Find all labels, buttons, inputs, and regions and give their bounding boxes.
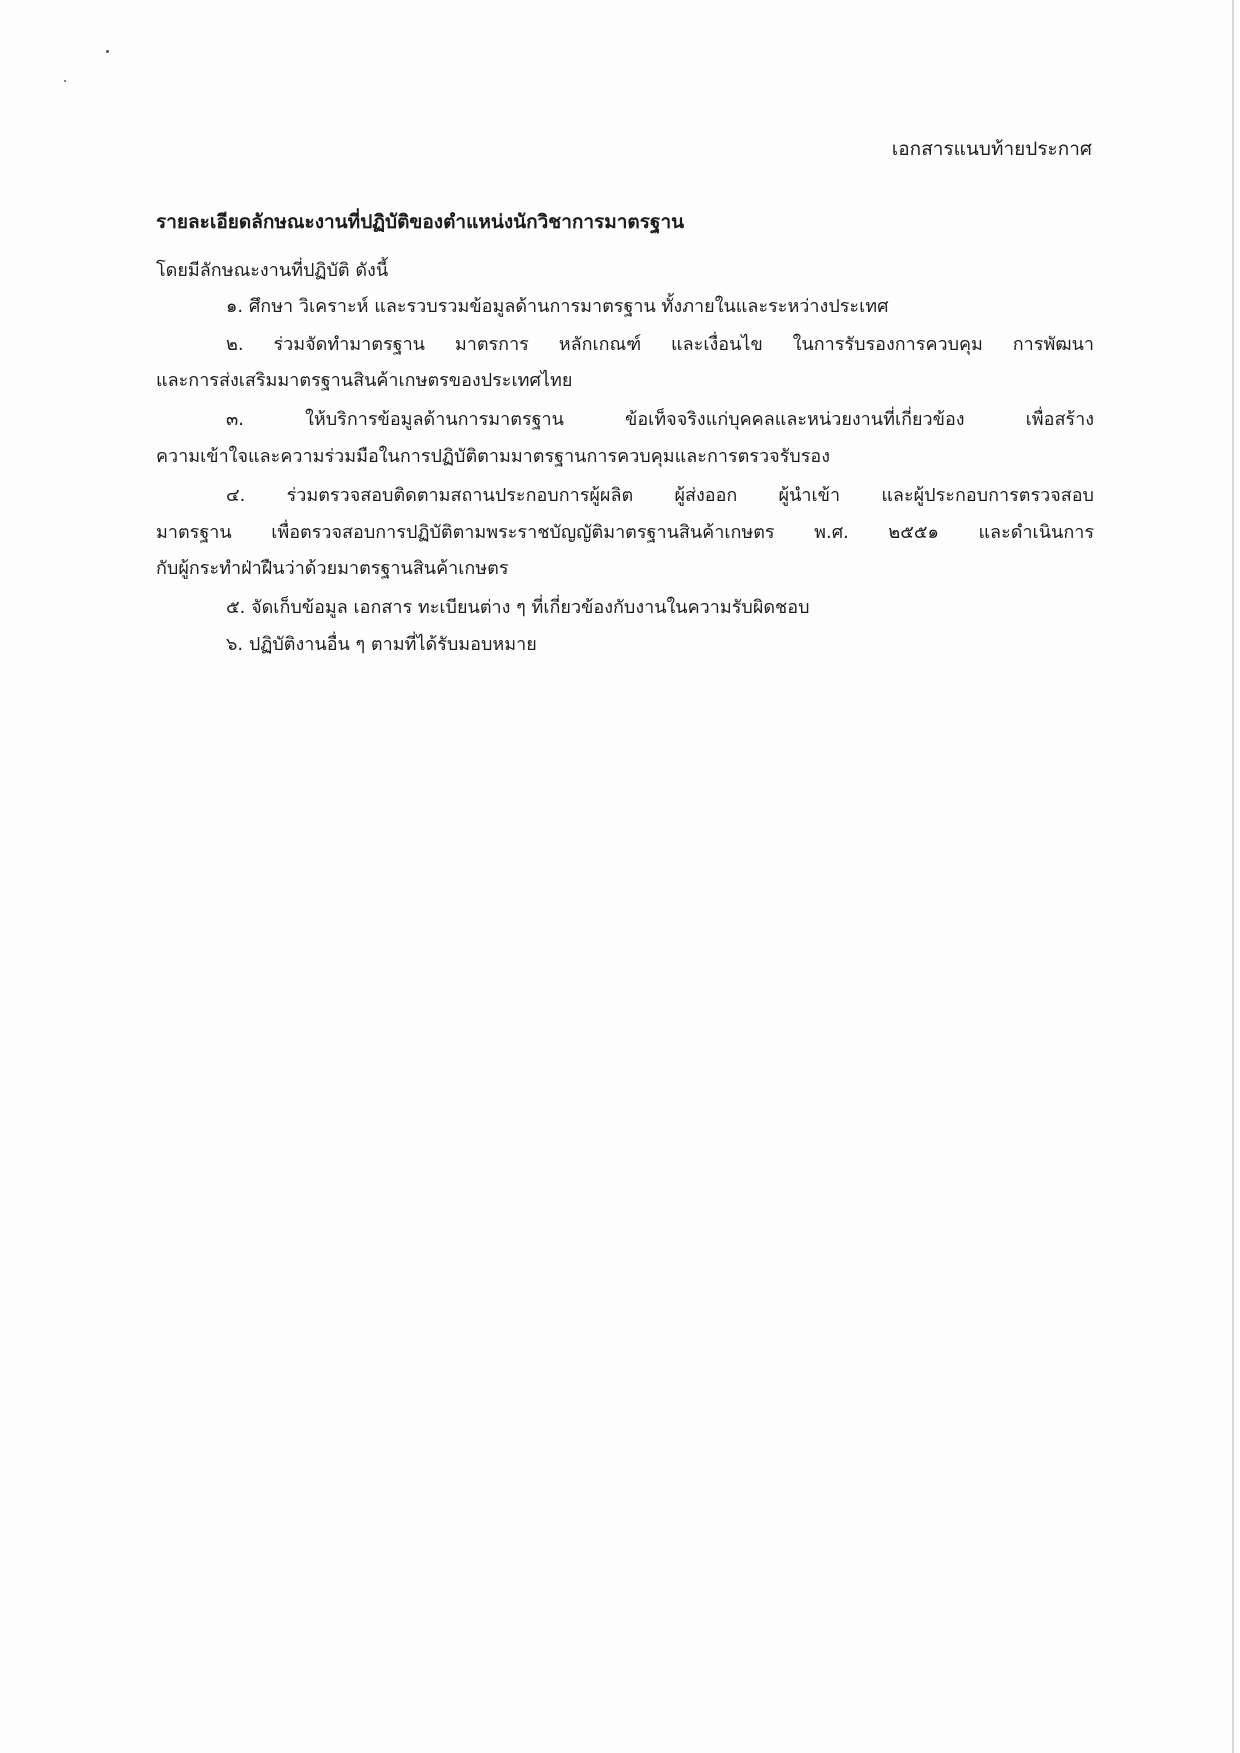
scan-speck	[106, 50, 109, 53]
scan-edge-line	[1232, 0, 1234, 1753]
attachment-label: เอกสารแนบท้ายประกาศ	[891, 138, 1092, 160]
intro-text: โดยมีลักษณะงานที่ปฏิบัติ ดังนี้	[156, 260, 389, 281]
item-3-line-1: ๓. ให้บริการข้อมูลด้านการมาตรฐาน ข้อเท็จจริงแก่บุคคลและหน่วยงานที่เกี่ยวข้อง เพื่อสร้าง	[226, 409, 1094, 430]
item-5-line-1: ๕. จัดเก็บข้อมูล เอกสาร ทะเบียนต่าง ๆ ที่เกี่ยวข้องกับงานในความรับผิดชอบ	[226, 597, 810, 618]
item-6-line-1: ๖. ปฏิบัติงานอื่น ๆ ตามที่ได้รับมอบหมาย	[226, 634, 537, 655]
item-1-line-1: ๑. ศึกษา วิเคราะห์ และรวบรวมข้อมูลด้านการมาตรฐาน ทั้งภายในและระหว่างประเทศ	[226, 296, 889, 317]
item-2-line-2: และการส่งเสริมมาตรฐานสินค้าเกษตรของประเทศไทย	[156, 370, 573, 391]
item-4-line-2: มาตรฐาน เพื่อตรวจสอบการปฏิบัติตามพระราชบัญญัติมาตรฐานสินค้าเกษตร พ.ศ. ๒๕๕๑ และดำเนินการ	[156, 522, 1094, 543]
item-2-line-1: ๒. ร่วมจัดทำมาตรฐาน มาตรการ หลักเกณฑ์ และเงื่อนไข ในการรับรองการควบคุม การพัฒนา	[226, 334, 1094, 355]
item-4-line-3: กับผู้กระทำฝ่าฝืนว่าด้วยมาตรฐานสินค้าเกษตร	[156, 558, 509, 579]
scan-speck	[64, 80, 66, 82]
item-4-line-1: ๔. ร่วมตรวจสอบติดตามสถานประกอบการผู้ผลิต ผู้ส่งออก ผู้นำเข้า และผู้ประกอบการตรวจสอบ	[226, 485, 1094, 506]
item-3-line-2: ความเข้าใจและความร่วมมือในการปฏิบัติตามมาตรฐานการควบคุมและการตรวจรับรอง	[156, 446, 830, 467]
document-title: รายละเอียดลักษณะงานที่ปฏิบัติของตำแหน่งนักวิชาการมาตรฐาน	[156, 211, 685, 233]
